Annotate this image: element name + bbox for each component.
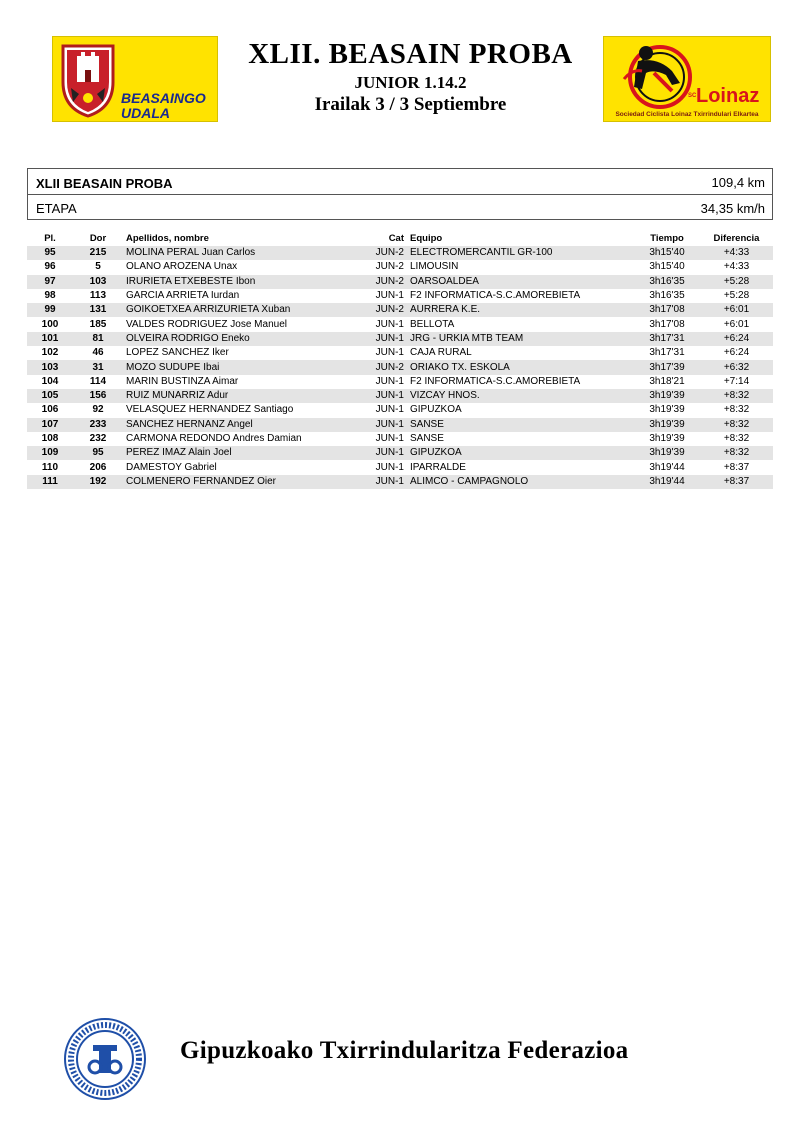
beasaingo-udala-logo [52, 36, 218, 122]
table-row [27, 460, 773, 474]
table-row [27, 403, 773, 417]
bib-cell: 185 [89, 318, 107, 330]
average-speed: 34,35 km/h [700, 201, 765, 216]
position-cell: 99 [27, 303, 73, 317]
bib-cell: 233 [73, 418, 123, 432]
difference-cell: +8:37 [723, 461, 750, 473]
time-cell: 3h19'39 [634, 418, 700, 432]
table-row [27, 346, 773, 360]
category-cell: JUN-2 [370, 275, 404, 289]
position-cell: 108 [41, 433, 59, 444]
rider-name-cell: OLVEIRA RODRIGO Eneko [123, 332, 370, 346]
table-row [27, 332, 773, 346]
team-cell: GIPUZKOA [404, 446, 634, 460]
position-cell: 109 [27, 446, 73, 460]
race-name: XLII BEASAIN PROBA [36, 176, 173, 191]
bib-cell: 206 [89, 461, 107, 473]
table-row [27, 260, 773, 274]
category-cell: JUN-1 [375, 461, 404, 473]
coat-of-arms-icon [59, 42, 117, 118]
category-cell: JUN-1 [375, 290, 404, 302]
position-cell: 103 [27, 360, 73, 374]
table-row [27, 246, 773, 260]
results-table [27, 231, 773, 489]
category-cell: JUN-1 [370, 389, 404, 403]
position-cell: 96 [44, 261, 56, 273]
header-difference: Diferencia [713, 233, 760, 244]
time-cell: 3h17'08 [634, 303, 700, 317]
team-cell: ELECTROMERCANTIL GR-100 [404, 246, 634, 260]
team-cell: SANSE [404, 418, 634, 432]
stage-label: ETAPA [36, 201, 77, 216]
difference-cell: +8:32 [723, 433, 750, 444]
team-cell: F2 INFORMATICA-S.C.AMOREBIETA [410, 290, 581, 302]
rider-name-cell: LOPEZ SANCHEZ Iker [126, 347, 229, 359]
time-cell: 3h19'44 [634, 475, 700, 489]
time-cell: 3h17'08 [649, 318, 685, 330]
time-cell: 3h17'31 [634, 332, 700, 346]
bib-cell: 114 [89, 375, 107, 387]
rider-name-cell: CARMONA REDONDO Andres Damian [126, 433, 302, 444]
category-cell: JUN-1 [375, 318, 404, 330]
bib-cell: 232 [89, 433, 107, 444]
time-cell: 3h19'44 [649, 461, 685, 473]
time-cell: 3h15'40 [649, 261, 685, 273]
position-cell: 95 [27, 246, 73, 260]
category-cell: JUN-2 [370, 303, 404, 317]
team-cell: F2 INFORMATICA-S.C.AMOREBIETA [410, 375, 581, 387]
difference-cell: +6:01 [723, 318, 750, 330]
header-position: Pl. [44, 233, 56, 244]
rider-name-cell: VALDES RODRIGUEZ Jose Manuel [126, 318, 287, 330]
category-cell: JUN-1 [375, 375, 404, 387]
difference-cell: +8:32 [700, 446, 773, 460]
category-cell: JUN-1 [375, 433, 404, 444]
difference-cell: +8:32 [700, 418, 773, 432]
time-cell: 3h19'39 [649, 404, 685, 416]
difference-cell: +6:32 [700, 360, 773, 374]
time-cell: 3h19'39 [634, 389, 700, 403]
race-distance: 109,4 km [711, 175, 765, 190]
header-team: Equipo [410, 233, 443, 244]
rider-name-cell: DAMESTOY Gabriel [126, 461, 217, 473]
rider-name-cell: GOIKOETXEA ARRIZURIETA Xuban [123, 303, 370, 317]
category-cell: JUN-1 [375, 347, 404, 359]
category-cell: JUN-2 [375, 261, 404, 273]
time-cell: 3h16'35 [634, 275, 700, 289]
table-row [27, 418, 773, 432]
rider-name-cell: MOLINA PERAL Juan Carlos [123, 246, 370, 260]
time-cell: 3h19'39 [649, 433, 685, 444]
team-cell: ALIMCO - CAMPAGNOLO [404, 475, 634, 489]
difference-cell: +8:37 [700, 475, 773, 489]
difference-cell: +5:28 [723, 290, 750, 302]
team-cell: BELLOTA [410, 318, 455, 330]
time-cell: 3h17'31 [649, 347, 685, 359]
category-cell: JUN-1 [370, 332, 404, 346]
category-cell: JUN-1 [370, 475, 404, 489]
sc-loinaz-logo [603, 36, 771, 122]
table-row [27, 446, 773, 460]
team-cell: AURRERA K.E. [404, 303, 634, 317]
race-info-row [28, 169, 772, 195]
team-cell: CAJA RURAL [410, 347, 472, 359]
bib-cell: 215 [73, 246, 123, 260]
bib-cell: 95 [73, 446, 123, 460]
table-row [27, 375, 773, 389]
difference-cell: +5:28 [700, 275, 773, 289]
position-cell: 102 [41, 347, 59, 359]
header-name: Apellidos, nombre [126, 233, 209, 244]
logo-text-line2: UDALA [121, 105, 170, 121]
bib-cell: 113 [89, 290, 107, 302]
difference-cell: +7:14 [723, 375, 750, 387]
logo-text-line1: BEASAINGO [121, 90, 206, 106]
time-cell: 3h15'40 [634, 246, 700, 260]
table-row [27, 303, 773, 317]
table-row [27, 317, 773, 331]
difference-cell: +8:32 [723, 404, 750, 416]
position-cell: 111 [27, 475, 73, 489]
rider-name-cell: VELASQUEZ HERNANDEZ Santiago [126, 404, 294, 416]
bib-cell: 103 [73, 275, 123, 289]
bib-cell: 46 [92, 347, 104, 359]
team-cell: SANSE [410, 433, 444, 444]
rider-name-cell: COLMENERO FERNANDEZ Oier [123, 475, 370, 489]
table-row [27, 389, 773, 403]
header-category: Cat [388, 233, 404, 244]
table-row [27, 289, 773, 303]
team-cell: ORIAKO TX. ESKOLA [404, 360, 634, 374]
table-row [27, 275, 773, 289]
position-cell: 106 [41, 404, 59, 416]
race-category: JUNIOR 1.14.2 [354, 73, 467, 92]
team-cell: LIMOUSIN [410, 261, 459, 273]
rider-name-cell: IRURIETA ETXEBESTE Ibon [123, 275, 370, 289]
position-cell: 110 [41, 461, 59, 473]
position-cell: 100 [41, 318, 59, 330]
difference-cell: +6:01 [700, 303, 773, 317]
team-cell: JRG - URKIA MTB TEAM [404, 332, 634, 346]
header-bib: Dor [89, 233, 107, 244]
difference-cell: +6:24 [700, 332, 773, 346]
position-cell: 107 [27, 418, 73, 432]
category-cell: JUN-2 [370, 246, 404, 260]
time-cell: 3h17'39 [634, 360, 700, 374]
team-cell: GIPUZKOA [410, 404, 462, 416]
time-cell: 3h18'21 [649, 375, 685, 387]
category-cell: JUN-2 [370, 360, 404, 374]
position-cell: 98 [44, 290, 56, 302]
federation-name: Gipuzkoako Txirrindularitza Federazioa [180, 1037, 629, 1064]
rider-name-cell: OLANO AROZENA Unax [126, 261, 238, 273]
bib-cell: 156 [73, 389, 123, 403]
difference-cell: +6:24 [723, 347, 750, 359]
bib-cell: 92 [92, 404, 104, 416]
rider-name-cell: SANCHEZ HERNANZ Angel [123, 418, 370, 432]
position-cell: 104 [41, 375, 59, 387]
rider-name-cell: MOZO SUDUPE Ibai [123, 360, 370, 374]
brand-tagline: Sociedad Ciclista Loinaz Txirrindulari Elkartea [615, 111, 759, 118]
table-row [27, 360, 773, 374]
time-cell: 3h16'35 [649, 290, 685, 302]
team-cell: VIZCAY HNOS. [404, 389, 634, 403]
difference-cell: +4:33 [700, 246, 773, 260]
category-cell: JUN-1 [370, 446, 404, 460]
rider-name-cell: MARIN BUSTINZA Aimar [126, 375, 239, 387]
position-cell: 97 [27, 275, 73, 289]
brand-name: Loinaz [696, 85, 760, 107]
rider-name-cell: PEREZ IMAZ Alain Joel [123, 446, 370, 460]
bib-cell: 81 [73, 332, 123, 346]
bib-cell: 131 [73, 303, 123, 317]
brand-prefix: SC [688, 93, 697, 99]
time-cell: 3h19'39 [634, 446, 700, 460]
stage-info-row [28, 195, 772, 220]
page-title: XLII. BEASAIN PROBA [248, 38, 573, 70]
rider-name-cell: RUIZ MUNARRIZ Adur [123, 389, 370, 403]
table-header-row [27, 231, 773, 246]
position-cell: 101 [27, 332, 73, 346]
federation-seal-icon [63, 1017, 147, 1101]
bib-cell: 192 [73, 475, 123, 489]
bib-cell: 31 [73, 360, 123, 374]
position-cell: 105 [27, 389, 73, 403]
rider-name-cell: GARCIA ARRIETA Iurdan [126, 290, 240, 302]
bib-cell: 5 [95, 261, 101, 273]
category-cell: JUN-1 [370, 418, 404, 432]
difference-cell: +4:33 [723, 261, 750, 273]
race-info-box [27, 168, 773, 220]
team-cell: OARSOALDEA [404, 275, 634, 289]
table-row [27, 432, 773, 446]
difference-cell: +8:32 [700, 389, 773, 403]
team-cell: IPARRALDE [410, 461, 466, 473]
header-time: Tiempo [650, 233, 684, 244]
category-cell: JUN-1 [375, 404, 404, 416]
table-row [27, 475, 773, 489]
race-date: Irailak 3 / 3 Septiembre [314, 94, 507, 115]
